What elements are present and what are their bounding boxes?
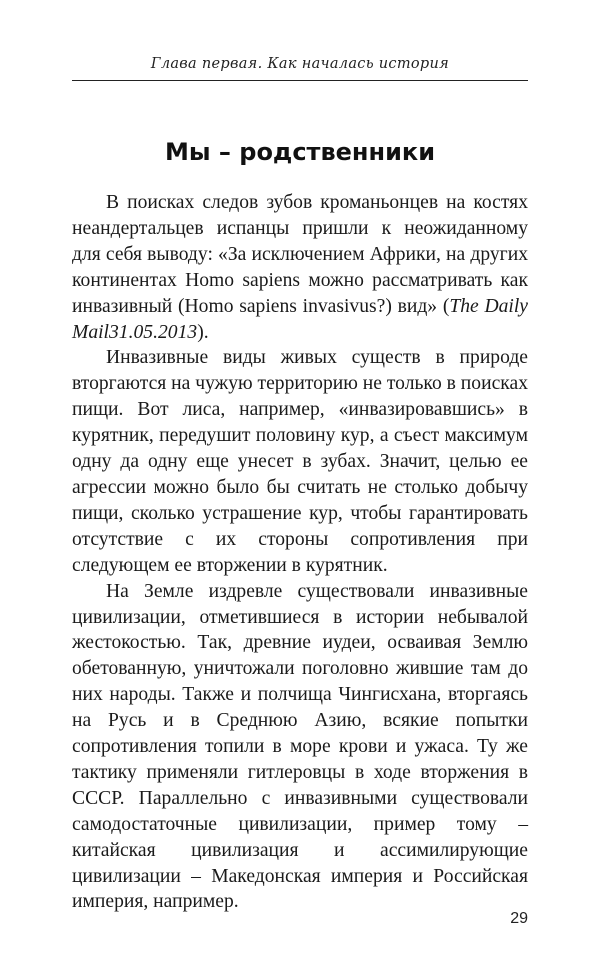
citation-source: The Daily Mail31.05.2013: [72, 295, 528, 343]
running-header: Глава первая. Как началась история: [150, 56, 450, 72]
paragraph-1-tail: ).: [197, 321, 209, 343]
header-rule: [72, 80, 528, 81]
body-text: [72, 190, 528, 915]
page-number: 29: [510, 910, 528, 927]
paragraph-2: Инвазивные виды живых существ в природе вторгаются на чужую территорию не только в поисках пищи. Вот лиса, например, «инвазировавшись» в курятник, передушит половину кур, а съест максимум одну да одну еще унесет в зубах. Значит, целью ее агрессии можно было бы считать не столько добычу пищи, сколько устрашение кур, чтобы гарантировать отсутствие с их стороны сопротивления при следующем ее вторжении в курятник.: [72, 347, 528, 576]
paragraph-1-text: В поисках следов зубов кроманьонцев на костях неандертальцев испанцы пришли к неожиданному для себя выводу: «За исключением Африки, на других континентах Homo sapiens можно рассматривать как инвазивный (Homo sapiens invasivus?) вид» (: [72, 192, 528, 317]
chapter-title: Мы – родственники: [164, 138, 436, 166]
paragraph-1: [72, 190, 528, 345]
paragraph-3: На Земле издревле существовали инвазивные цивилизации, отметившиеся в истории небывалой жестокостью. Так, древние иудеи, осваивая Землю обетованную, уничтожали поголовно жившие там до них народы. Также и полчища Чингисхана, вторгаясь на Русь и в Среднюю Азию, всякие попытки сопротивления топили в море крови и ужаса. Ту же тактику применяли гитлеровцы в ходе вторжения в СССР. Параллельно с инвазивными существовали самодостаточные цивилизации, пример тому – китайская цивилизация и ассимилирующие цивилизации – Македонская империя и Российская империя, например.: [72, 580, 528, 913]
